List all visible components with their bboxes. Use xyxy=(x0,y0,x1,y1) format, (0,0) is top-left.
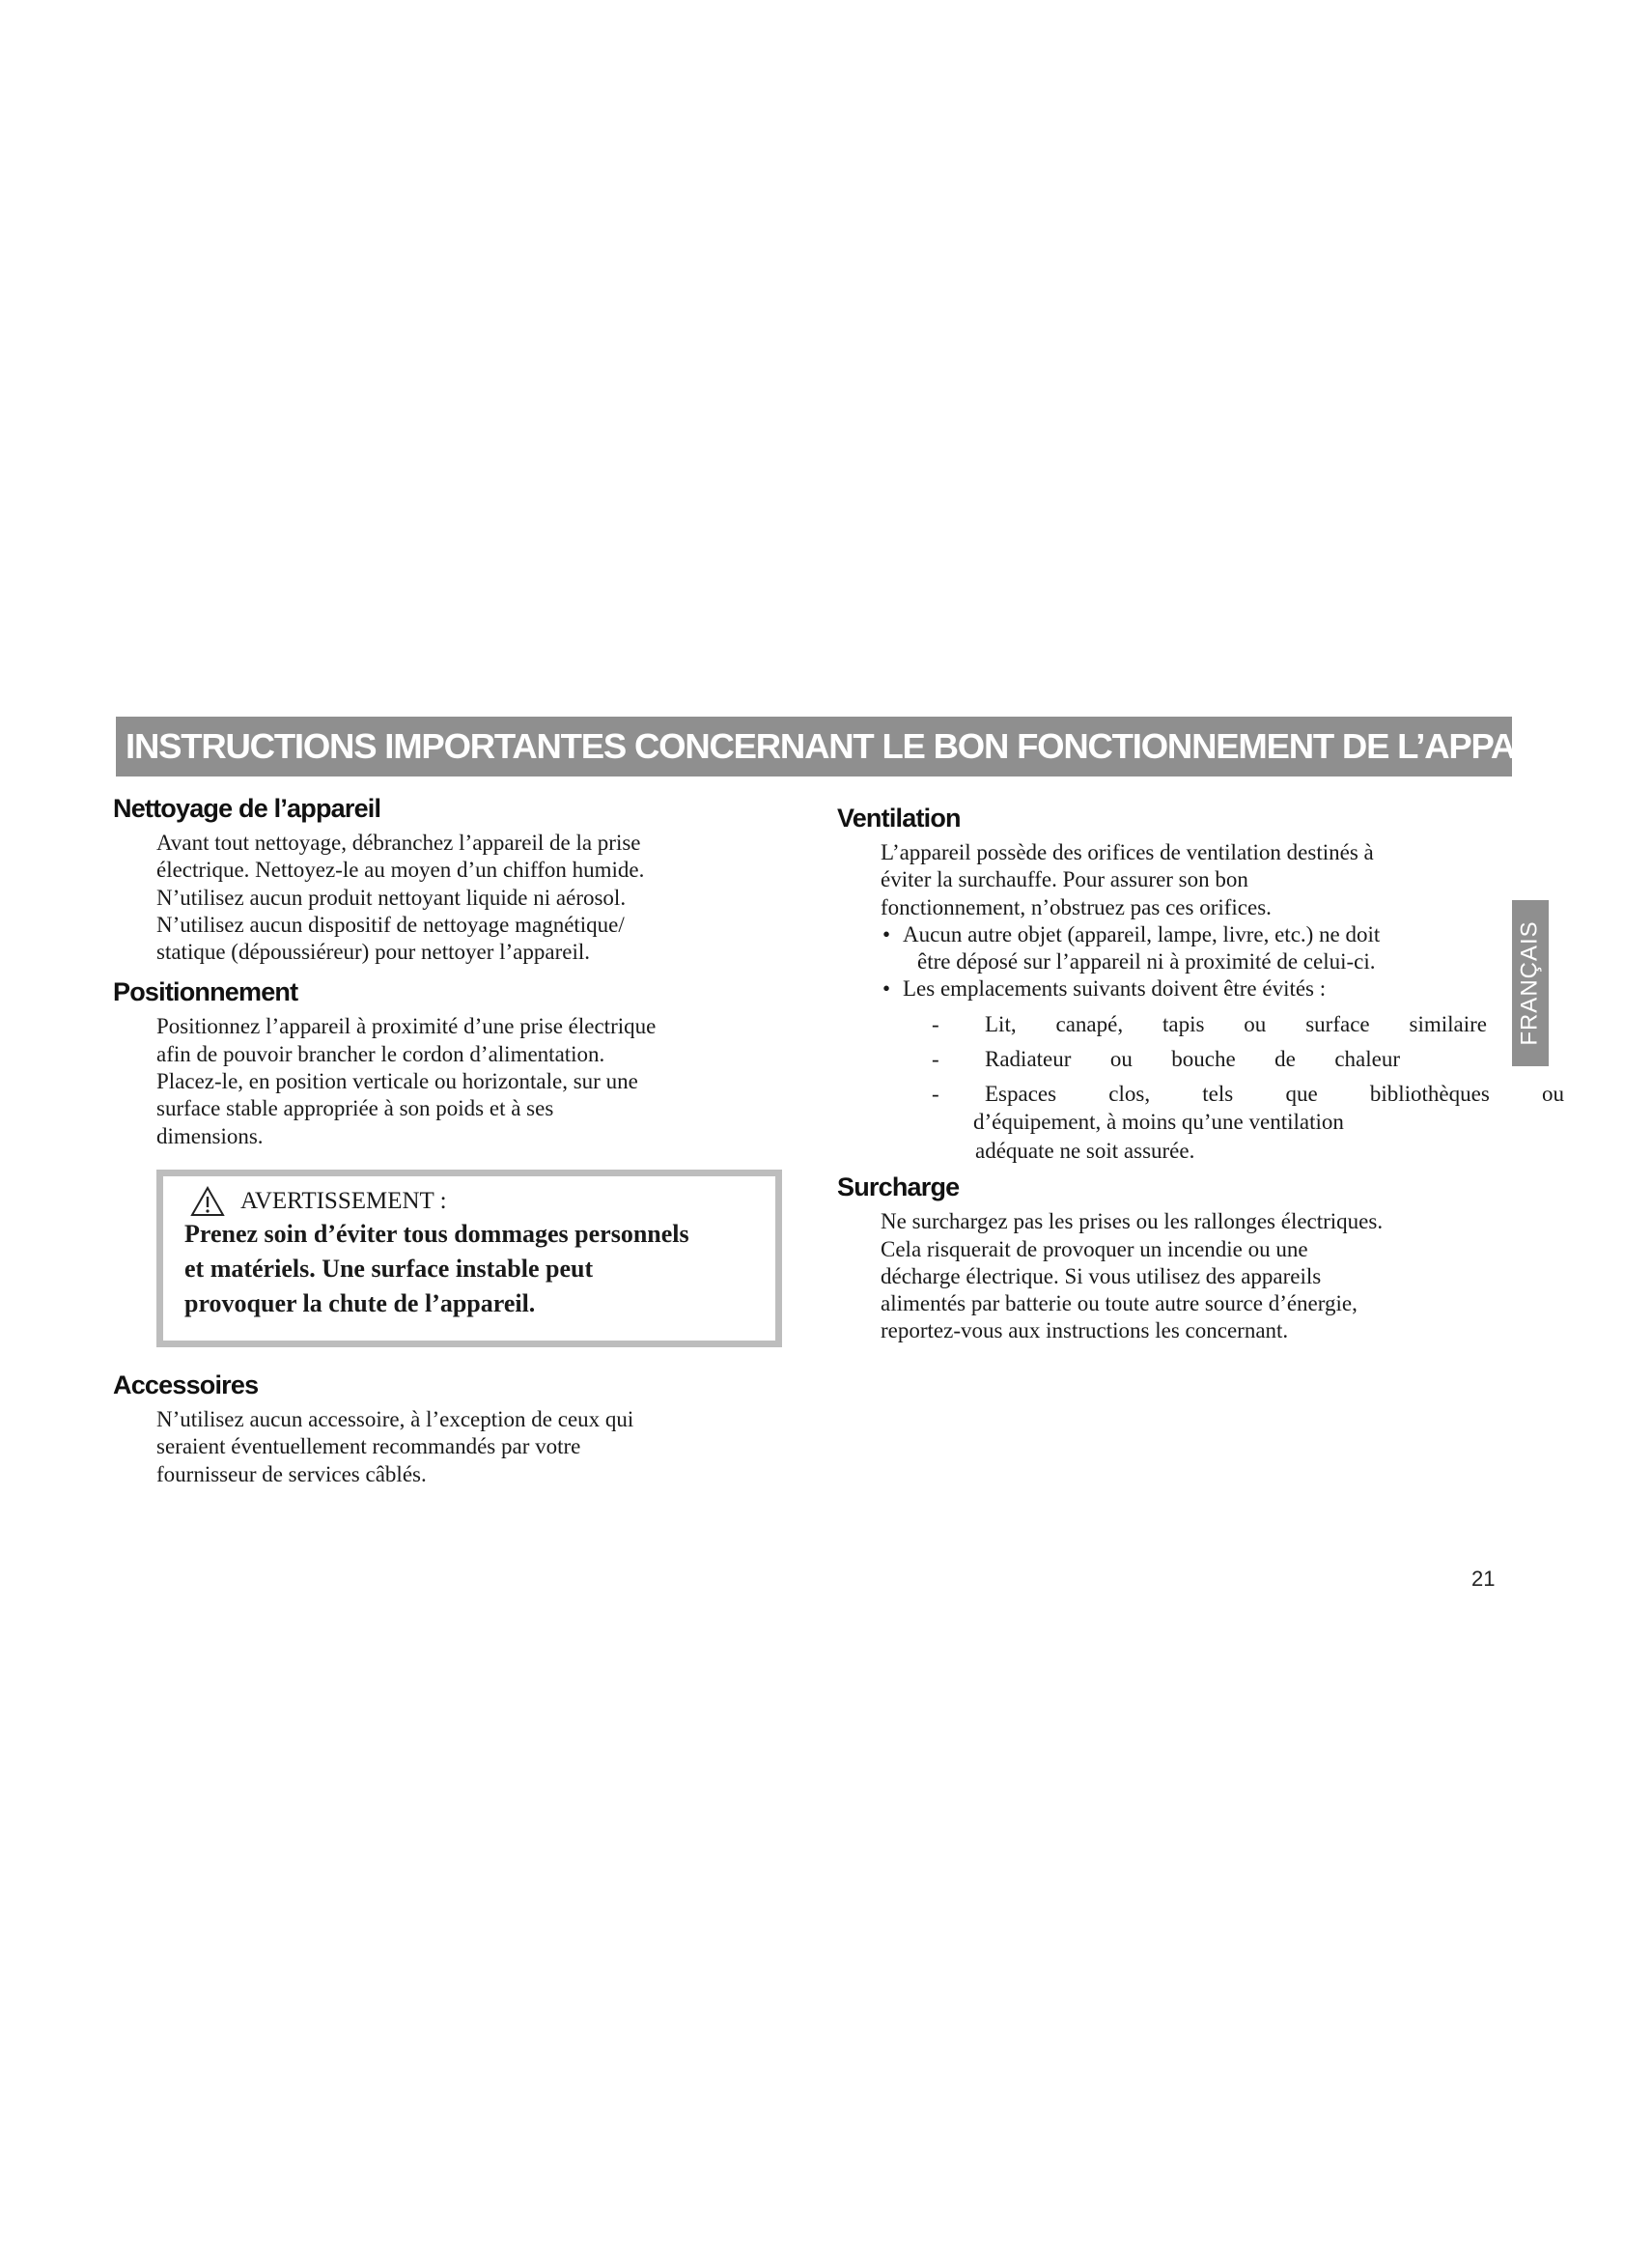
text-line: Avant tout nettoyage, débranchez l’appareil de la prise xyxy=(156,831,641,855)
text-line: Positionnez l’appareil à proximité d’une prise électrique xyxy=(156,1014,657,1039)
text-line: provoquer la chute de l’appareil. xyxy=(184,1288,536,1317)
text-line: - Espaces clos, tels que bibliothèques ou xyxy=(985,1082,1564,1107)
section-banner xyxy=(116,717,1652,777)
right-column xyxy=(837,804,1564,1345)
text-line: d’équipement, à moins qu’une ventilation xyxy=(973,1109,1344,1134)
language-tab xyxy=(1512,900,1549,1066)
list-item xyxy=(881,921,1532,976)
warning-box xyxy=(156,1170,782,1347)
section-title: Positionnement xyxy=(113,977,298,1007)
section-overload xyxy=(837,1172,1532,1344)
page-number: 21 xyxy=(1471,1567,1496,1591)
text-line: et matériels. Une surface instable peut xyxy=(184,1254,594,1283)
text-line: afin de pouvoir brancher le cordon d’alimentation. xyxy=(156,1041,605,1066)
text-line: décharge électrique. Si vous utilisez des appareils xyxy=(881,1263,1322,1288)
warning-heading xyxy=(184,1186,775,1217)
section-body xyxy=(837,1208,1532,1344)
section-title: Surcharge xyxy=(837,1172,960,1202)
section-positioning xyxy=(113,977,789,1149)
text-line: L’appareil possède des orifices de ventilation destinés à xyxy=(881,840,1374,864)
text-line: dimensions. xyxy=(156,1123,264,1148)
text-line: fournisseur de services câblés. xyxy=(156,1461,427,1486)
text-line: adéquate ne soit assurée. xyxy=(975,1138,1195,1163)
text-line: Placez-le, en position verticale ou horizontale, sur une xyxy=(156,1069,638,1094)
section-title: Accessoires xyxy=(113,1370,259,1399)
language-tab-label: FRANÇAIS xyxy=(1517,920,1544,1046)
text-line: Les emplacements suivants doivent être évités : xyxy=(903,976,1327,1002)
bullet-list xyxy=(837,921,1564,1165)
left-column xyxy=(113,794,789,1488)
text-line: Ne surchargez pas les prises ou les rallonges électriques. xyxy=(881,1209,1384,1234)
warning-text xyxy=(184,1217,775,1321)
text-line: Cela risquerait de provoquer un incendie ou une xyxy=(881,1236,1308,1261)
text-line: électrique. Nettoyez-le au moyen d’un chiffon humide. xyxy=(156,858,645,883)
text-line: surface stable appropriée à son poids et à ses xyxy=(156,1096,554,1121)
text-line: alimentés par batterie ou toute autre source d’énergie, xyxy=(881,1291,1358,1316)
text-line: N’utilisez aucun accessoire, à l’exception de ceux qui xyxy=(156,1406,634,1431)
text-line: seraient éventuellement recommandés par votre xyxy=(156,1434,581,1459)
warning-label: AVERTISSEMENT : xyxy=(240,1187,447,1214)
text-line: Aucun autre objet (appareil, lampe, livre, etc.) ne doit xyxy=(903,921,1381,946)
banner-title: INSTRUCTIONS IMPORTANTES CONCERNANT LE BON FONCTIONNEMENT DE L’APPAREIL– xyxy=(126,726,1610,766)
section-cleaning xyxy=(113,794,789,966)
text-line: fonctionnement, n’obstruez pas ces orifices. xyxy=(881,894,1272,919)
section-body xyxy=(113,830,789,966)
dash-item: - Radiateur ou bouche de chaleur xyxy=(932,1046,1400,1073)
text-line: N’utilisez aucun produit nettoyant liquide ni aérosol. xyxy=(156,885,627,910)
dash-item: - Lit, canapé, tapis ou surface similaire xyxy=(932,1011,1487,1038)
text-line: Prenez soin d’éviter tous dommages personnels xyxy=(184,1219,689,1248)
banner-suffix: suite xyxy=(1609,739,1652,763)
text-line: être déposé sur l’appareil ni à proximité de celui-ci. xyxy=(917,949,1376,974)
section-body xyxy=(837,839,1532,921)
section-body xyxy=(113,1406,789,1488)
section-title: Ventilation xyxy=(837,804,961,833)
text-line: éviter la surchauffe. Pour assurer son bon xyxy=(881,867,1248,892)
text-line: N’utilisez aucun dispositif de nettoyage magnétique/ xyxy=(156,912,625,937)
text-line: statique (dépoussiéreur) pour nettoyer l’appareil. xyxy=(156,940,590,965)
text-line: reportez-vous aux instructions les concernant. xyxy=(881,1318,1289,1343)
dash-item xyxy=(932,1081,1564,1165)
warning-triangle-icon xyxy=(190,1186,225,1217)
dash-list xyxy=(903,1011,1564,1165)
section-ventilation xyxy=(837,804,1564,1165)
section-body xyxy=(113,1013,789,1149)
section-title: Nettoyage de l’appareil xyxy=(113,794,381,823)
section-accessories xyxy=(113,1370,789,1488)
